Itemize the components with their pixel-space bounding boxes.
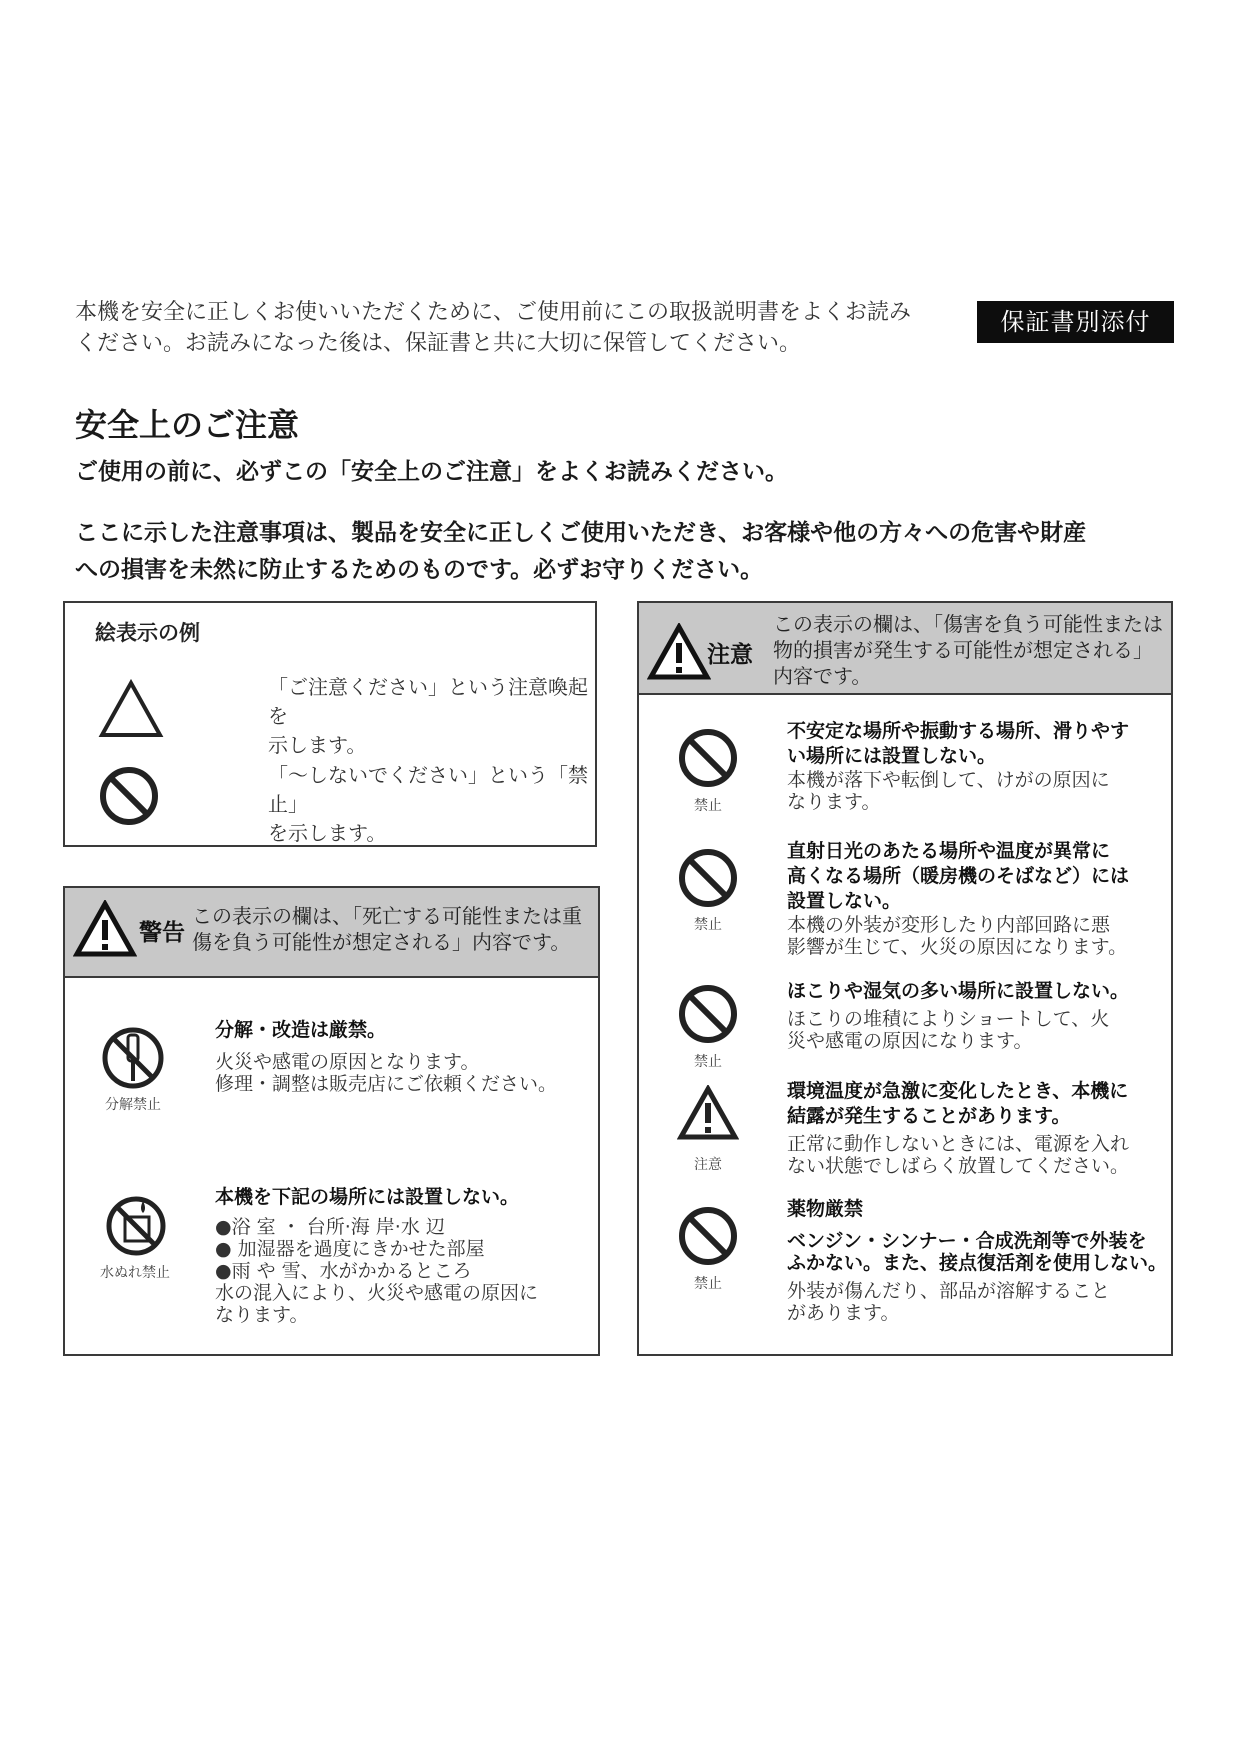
banner-text-line: この表示の欄は、「死亡する可能性または重	[192, 904, 582, 928]
intro-line: ください。お読みになった後は、保証書と共に大切に保管してください。	[75, 331, 802, 356]
intro-text	[75, 297, 945, 359]
item-heading: 薬物厳禁	[787, 1198, 864, 1220]
caution-triangle-icon	[677, 1085, 739, 1141]
item-body-line: 火災や感電の原因となります。	[215, 1051, 480, 1073]
item-heading: 高くなる場所（暖房機のそばなど）には	[787, 865, 1130, 887]
icon-caption: 注意	[694, 1157, 722, 1173]
item-body-line: なります。	[787, 791, 881, 813]
caution-label: 注意	[707, 642, 753, 668]
item-heading: ベンジン・シンナー・合成洗剤等で外装を	[787, 1230, 1147, 1252]
item-heading: 結露が発生することがあります。	[787, 1105, 1071, 1127]
legend-item	[90, 671, 590, 761]
item-heading: ほこりや湿気の多い場所に設置しない。	[787, 980, 1130, 1002]
icon-caption: 禁止	[694, 917, 722, 933]
item-body-line: 本機が落下や転倒して、けがの原因に	[787, 769, 1110, 791]
banner-text-line: この表示の欄は、「傷害を負う可能性または	[773, 612, 1163, 636]
legend-item	[90, 759, 590, 849]
item-body	[215, 1216, 595, 1326]
item-body-line: ● 加湿器を過度にきかせた部屋	[215, 1238, 485, 1260]
warning-triangle-icon	[73, 900, 137, 958]
caution-item	[787, 1197, 1172, 1324]
caution-item	[787, 839, 1167, 958]
item-body-line: があります。	[787, 1302, 900, 1324]
item-heading: ふかない。また、接点復活剤を使用しない。	[787, 1252, 1168, 1274]
caution-banner	[639, 603, 1171, 695]
warranty-badge: 保証書別添付	[977, 301, 1174, 343]
item-body-line: なります。	[215, 1304, 309, 1326]
caution-item	[787, 719, 1167, 813]
no-disassembly-icon	[98, 1023, 168, 1093]
caution-item	[787, 1079, 1167, 1177]
no-water-icon	[103, 1193, 169, 1259]
banner-text-line: 内容です。	[773, 664, 872, 688]
icon-caption: 禁止	[694, 798, 722, 814]
item-body-line: 影響が生じて、火災の原因になります。	[787, 936, 1128, 958]
page-title: 安全上のご注意	[75, 406, 300, 444]
item-body-line: 修理・調整は販売店にご依頼ください。	[215, 1073, 558, 1095]
item-body-line: 外装が傷んだり、部品が溶解すること	[787, 1280, 1111, 1302]
prohibited-icon	[677, 727, 739, 789]
intro-line: 本機を安全に正しくお使いいただくために、ご使用前にこの取扱説明書をよくお読み	[75, 300, 912, 325]
item-heading: 環境温度が急激に変化したとき、本機に	[787, 1080, 1129, 1102]
item-heading: い場所には設置しない。	[787, 745, 997, 767]
item-body	[215, 1051, 595, 1095]
legend-text-line: 「～しないでください」という「禁止」	[268, 763, 588, 816]
item-body-line: 本機の外装が変形したり内部回路に悪	[787, 914, 1111, 936]
icon-caption: 分解禁止	[105, 1097, 161, 1113]
item-heading: 直射日光のあたる場所や温度が異常に	[787, 840, 1111, 862]
prohibited-icon	[677, 847, 739, 909]
icon-caption: 禁止	[694, 1054, 722, 1070]
caution-banner-text	[773, 611, 1163, 689]
prohibited-icon	[98, 765, 160, 827]
triangle-icon	[98, 679, 164, 739]
description-text	[75, 515, 1185, 589]
item-body-line: 水の混入により、火災や感電の原因に	[215, 1282, 539, 1304]
item-heading: 不安定な場所や振動する場所、滑りやす	[787, 720, 1130, 742]
legend-text	[268, 761, 598, 848]
banner-text-line: 物的損害が発生する可能性が想定される」	[773, 638, 1153, 662]
item-body-line: ない状態でしばらく放置してください。	[787, 1155, 1130, 1177]
item-body-line: ほこりの堆積によりショートして、火	[787, 1008, 1110, 1030]
prohibited-icon	[677, 1205, 739, 1267]
icon-caption: 水ぬれ禁止	[100, 1265, 170, 1281]
lead-text: ご使用の前に、必ずこの「安全上のご注意」をよくお読みください。	[75, 459, 788, 485]
warning-box	[63, 886, 600, 1356]
description-line: ここに示した注意事項は、製品を安全に正しくご使用いただき、お客様や他の方々への危害や財産	[75, 520, 1087, 546]
caution-box	[637, 601, 1173, 1356]
item-heading: 分解・改造は厳禁。	[215, 1019, 387, 1041]
item-heading: 本機を下記の場所には設置しない。	[215, 1186, 520, 1208]
banner-text-line: 傷を負う可能性が想定される」内容です。	[192, 930, 571, 954]
warning-banner	[65, 888, 598, 978]
item-body-line: 正常に動作しないときには、電源を入れ	[787, 1133, 1130, 1155]
item-heading: 設置しない。	[787, 890, 902, 912]
legend-text-line: を示します。	[268, 821, 387, 845]
caution-item	[787, 979, 1167, 1052]
description-line: への損害を未然に防止するためのものです。必ずお守りください。	[75, 557, 764, 583]
legend-text-line: 「ご注意ください」という注意喚起を	[268, 675, 588, 728]
legend-box	[63, 601, 597, 847]
item-body-line: ●浴 室 ・ 台所·海 岸·水 辺	[215, 1216, 445, 1238]
item-body-line: 災や感電の原因になります。	[787, 1030, 1033, 1052]
item-body-line: ●雨 や 雪、水がかかるところ	[215, 1260, 472, 1282]
prohibited-icon	[677, 983, 739, 1045]
warning-label: 警告	[139, 920, 185, 946]
legend-title: 絵表示の例	[95, 621, 200, 645]
warning-triangle-icon	[647, 623, 711, 681]
warning-banner-text	[192, 903, 582, 955]
legend-text	[268, 673, 598, 760]
legend-text-line: 示します。	[268, 733, 367, 757]
icon-caption: 禁止	[694, 1276, 722, 1292]
